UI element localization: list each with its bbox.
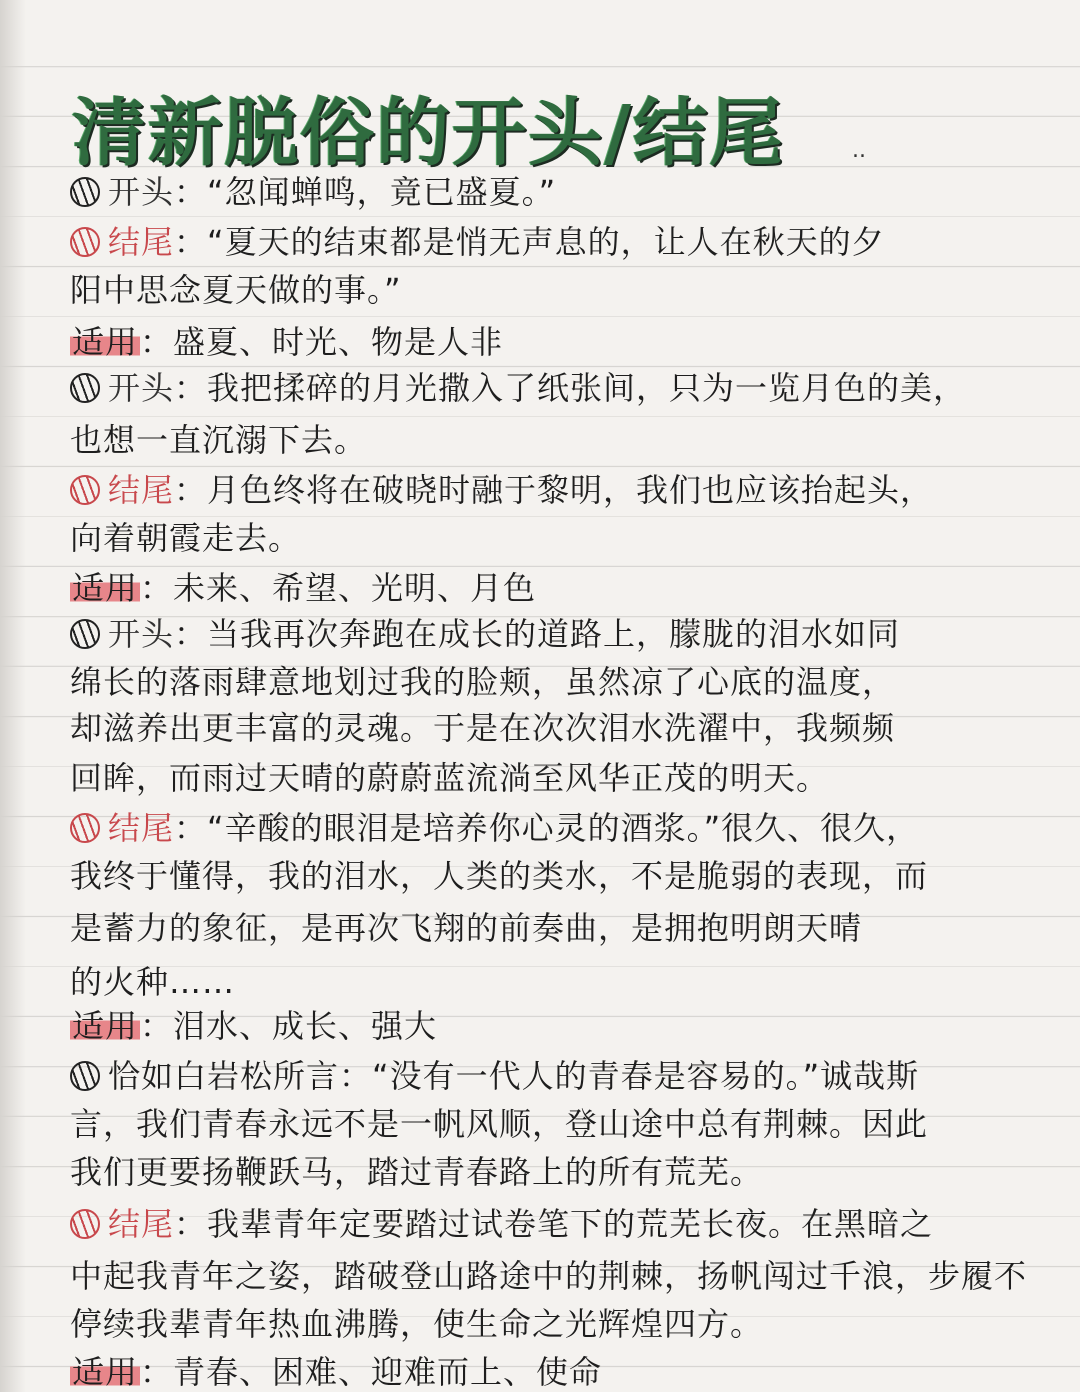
note-line — [70, 1256, 1027, 1296]
note-line — [70, 962, 235, 1002]
note-line — [70, 518, 301, 558]
circled-mark-icon — [70, 1209, 100, 1239]
note-line — [70, 470, 933, 510]
line-text: ：泪水、成长、强大 — [140, 1007, 438, 1045]
line-text: 恰如白岩松所言：“没有一代人的青春是容易的。”诚哉斯 — [108, 1057, 920, 1095]
applicable-highlight: 适用 — [72, 569, 139, 607]
line-text: 是蓄力的象征，是再次飞翔的前奏曲，是拥抱明朗天晴 — [70, 909, 863, 947]
line-text: 也想一直沉溺下去。 — [70, 421, 368, 459]
note-line — [70, 1304, 763, 1344]
note-line — [70, 568, 536, 608]
circled-mark-icon — [70, 373, 100, 403]
note-line — [70, 1056, 919, 1096]
line-label: 开头 — [108, 369, 175, 407]
note-line — [70, 172, 556, 212]
note-line — [70, 808, 919, 848]
title-suffix: .. — [852, 138, 866, 163]
line-text: ：我辈青年定要踏过试卷笔下的荒芜长夜。在黑暗之 — [174, 1205, 934, 1243]
circled-mark-icon — [70, 1061, 100, 1091]
line-text: 中起我青年之姿，踏破登山路途中的荆棘，扬帆闯过千浪，步履不 — [70, 1257, 1028, 1295]
line-label: 结尾 — [108, 223, 175, 261]
note-line — [70, 908, 862, 948]
note-line — [70, 614, 900, 654]
line-text: 向着朝霞走去。 — [70, 519, 302, 557]
note-line — [70, 1104, 928, 1144]
line-text: 我们更要扬鞭跃马，踏过青春路上的所有荒芜。 — [70, 1153, 764, 1191]
line-label: 结尾 — [108, 471, 175, 509]
line-text: ：当我再次奔跑在成长的道路上，朦胧的泪水如同 — [174, 615, 901, 653]
note-line — [70, 322, 503, 362]
note-line — [70, 270, 402, 310]
note-line — [70, 222, 885, 262]
circled-mark-icon — [70, 475, 100, 505]
line-text: 回眸，而雨过天晴的蔚蔚蓝流淌至风华正茂的明天。 — [70, 759, 830, 797]
line-label: 结尾 — [108, 1205, 175, 1243]
line-text: ：月色终将在破晓时融于黎明，我们也应该抬起头， — [174, 471, 934, 509]
note-line — [70, 420, 367, 460]
line-label: 开头 — [108, 615, 175, 653]
note-line — [70, 662, 895, 702]
applicable-highlight: 适用 — [72, 1007, 139, 1045]
line-text: ：“夏天的结束都是悄无声息的，让人在秋天的夕 — [174, 223, 885, 261]
page-title: 清新脱俗的开头/结尾 — [72, 90, 786, 176]
note-line — [70, 1204, 933, 1244]
circled-mark-icon — [70, 813, 100, 843]
line-text: ：青春、困难、迎难而上、使命 — [140, 1353, 603, 1391]
line-text: ：未来、希望、光明、月色 — [140, 569, 537, 607]
line-text: 阳中思念夏天做的事。” — [70, 271, 402, 309]
applicable-highlight: 适用 — [72, 1353, 139, 1391]
note-line — [70, 1006, 437, 1046]
line-text: ：“忽闻蝉鸣，竟已盛夏。” — [174, 173, 557, 211]
circled-mark-icon — [70, 227, 100, 257]
note-line — [70, 1352, 602, 1392]
line-text: 言，我们青春永远不是一帆风顺，登山途中总有荆棘。因此 — [70, 1105, 929, 1143]
note-line — [70, 856, 928, 896]
line-label: 结尾 — [108, 809, 175, 847]
line-text: 的火种…… — [70, 963, 236, 1001]
line-text: 我终于懂得，我的泪水，人类的类水，不是脆弱的表现，而 — [70, 857, 929, 895]
circled-mark-icon — [70, 177, 100, 207]
line-text: 绵长的落雨肆意地划过我的脸颊，虽然凉了心底的温度， — [70, 663, 896, 701]
note-line — [70, 368, 966, 408]
line-text: ：“辛酸的眼泪是培养你心灵的酒浆。”很久、很久， — [174, 809, 920, 847]
note-line — [70, 708, 895, 748]
note-line — [70, 758, 829, 798]
line-text: 却滋养出更丰富的灵魂。于是在次次泪水洗濯中，我频频 — [70, 709, 896, 747]
line-text: ：我把揉碎的月光撒入了纸张间，只为一览月色的美， — [174, 369, 967, 407]
note-line — [70, 1152, 763, 1192]
line-text: 停续我辈青年热血沸腾，使生命之光辉煌四方。 — [70, 1305, 764, 1343]
line-text: ：盛夏、时光、物是人非 — [140, 323, 504, 361]
circled-mark-icon — [70, 619, 100, 649]
line-label: 开头 — [108, 173, 175, 211]
applicable-highlight: 适用 — [72, 323, 139, 361]
